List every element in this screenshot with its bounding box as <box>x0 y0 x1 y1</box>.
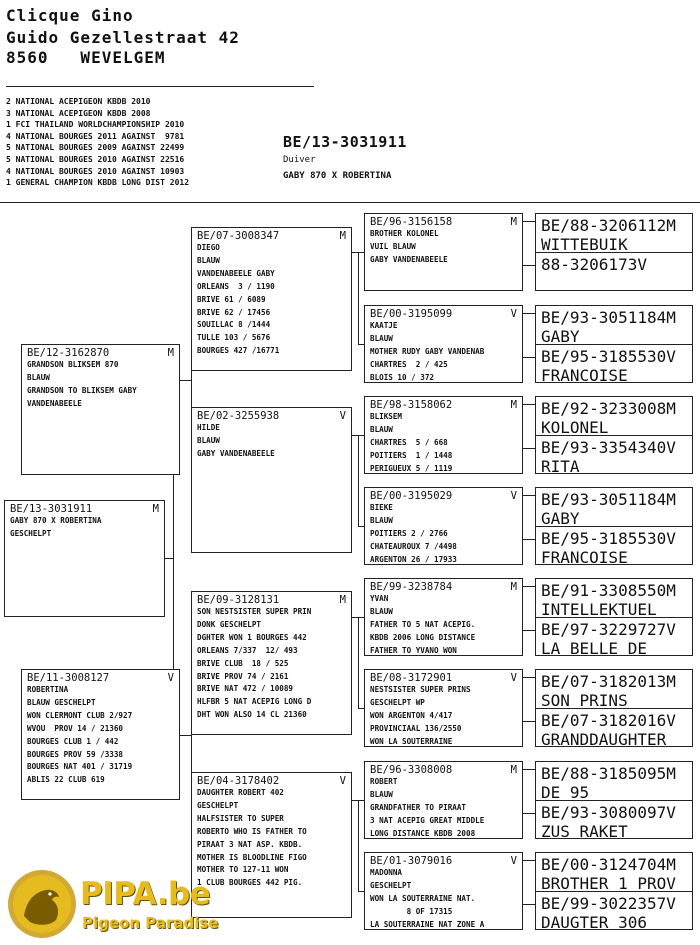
ring-number: BE/88-3185095 <box>541 764 667 783</box>
ring-number: BE/98-3158062 <box>370 399 453 411</box>
ring-number: 88-3206173 <box>541 255 638 274</box>
pigeon-info-line: LONG DISTANCE KBDB 2008 <box>370 828 476 838</box>
pigeon-info-line: GABY VANDENABEELE <box>370 254 448 264</box>
pigeon-info-line: BOURGES NAT 401 / 31719 <box>27 762 133 772</box>
connector-line <box>358 252 359 344</box>
connector-line <box>523 721 535 722</box>
pigeon-header <box>541 308 687 327</box>
sex-code: M <box>152 503 159 515</box>
pigeon-info-line: GABY <box>541 327 580 344</box>
pedigree-gg-dam <box>536 800 692 839</box>
pigeon-info-line: BRIVE PROV 74 / 2161 <box>197 671 289 681</box>
sex-code: M <box>510 764 517 776</box>
sex-code: M <box>666 581 676 600</box>
ring-number: BE/91-3308550 <box>541 581 667 600</box>
pigeon-header <box>541 490 687 509</box>
sex-code: M <box>666 399 676 418</box>
pigeon-info-line: WON ARGENTON 4/417 <box>370 710 453 720</box>
pedigree-gg-dam <box>536 526 692 565</box>
ring-number: BE/95-3185530 <box>541 529 667 548</box>
main-pigeon-parents: GABY 870 X ROBERTINA <box>283 171 392 181</box>
pedigree-sire-sire <box>191 227 352 371</box>
pigeon-info-line: YVAN <box>370 594 389 603</box>
pigeon-header <box>370 855 517 867</box>
connector-line <box>358 344 364 345</box>
pigeon-info-line: BOURGES CLUB 1 / 442 <box>27 736 119 746</box>
logo-brand: PIPA.be <box>80 876 211 912</box>
pigeon-header <box>541 581 687 600</box>
pigeon-info-line: SON NESTSISTER SUPER PRIN <box>197 607 312 616</box>
pigeon-info-line: MOTHER IS BLOODLINE FIGO <box>197 852 307 862</box>
connector-line <box>523 404 535 405</box>
pigeon-info-line: CHARTRES 5 / 668 <box>370 437 448 447</box>
pedigree-great-grandparent <box>364 213 523 291</box>
pigeon-info-line: PIRAAT 3 NAT ASP. KBDB. <box>197 839 303 849</box>
ring-number: BE/04-3178402 <box>197 775 280 787</box>
sex-code: M <box>339 594 346 606</box>
pedigree-gg-dam <box>536 344 692 383</box>
connector-line <box>523 630 535 631</box>
pigeon-info-line: LA SOUTERRAINE NAT ZONE A <box>370 919 485 929</box>
connector-line <box>180 735 191 736</box>
pedigree-great-grandparent <box>364 852 523 930</box>
main-pigeon-sex: Duiver <box>283 155 316 165</box>
ring-number: BE/07-3182016 <box>541 711 667 730</box>
pigeon-info-line: GRANDSON BLIKSEM 870 <box>27 360 119 369</box>
pigeon-header <box>541 672 687 691</box>
ring-number: BE/93-3354340 <box>541 438 667 457</box>
pedigree-dam <box>21 669 180 800</box>
pigeon-info-line: KBDB 2006 LONG DISTANCE <box>370 632 476 642</box>
owner-street: Guido Gezellestraat 42 <box>6 28 240 47</box>
pigeon-header <box>370 308 517 320</box>
sex-code: V <box>666 894 676 913</box>
ring-number: BE/95-3185530 <box>541 347 667 366</box>
pigeon-info-line: DAUGHTER ROBERT 402 <box>197 788 284 797</box>
pigeon-info-line: BLAUW <box>370 789 393 799</box>
sex-code: M <box>339 230 346 242</box>
pigeon-header <box>370 581 517 593</box>
connector-line <box>523 677 535 678</box>
pigeon-header <box>370 764 517 776</box>
pigeon-header <box>197 230 346 242</box>
sex-code: V <box>666 438 676 457</box>
pedigree-great-grandparent <box>364 487 523 565</box>
pigeon-info-line: BLAUW <box>197 435 220 445</box>
connector-line <box>523 357 535 358</box>
sex-code: M <box>666 308 676 327</box>
ring-number: BE/93-3080097 <box>541 803 667 822</box>
pigeon-info-line: KAATJE <box>370 321 398 330</box>
pigeon-info-line: HLFBR 5 NAT ACEPIG LONG D <box>197 697 312 707</box>
pigeon-info-line: DIEGO <box>197 243 220 252</box>
sex-code: M <box>666 764 676 783</box>
pigeon-info-line: GESCHELPT WP <box>370 697 425 707</box>
sex-code: V <box>339 775 346 787</box>
pedigree-great-grandparent <box>364 305 523 383</box>
pigeon-info-line: WON LA SOUTERRAINE <box>370 736 453 746</box>
pigeon-info-line: INTELLEKTUEL <box>541 600 657 617</box>
pigeon-header <box>27 347 174 359</box>
pigeon-info-line: GRANDSON TO BLIKSEM GABY <box>27 385 137 395</box>
pigeon-info-line: BLAUW GESCHELPT <box>27 697 96 707</box>
pigeon-info-line: BRIVE NAT 472 / 10089 <box>197 684 294 694</box>
connector-line <box>523 904 535 905</box>
connector-line <box>523 448 535 449</box>
pigeon-info-line: KOLONEL <box>541 418 609 435</box>
pigeon-info-line: PROVINCIAAL 136/2550 <box>370 723 462 733</box>
pigeon-info-line: BOURGES 427 /16771 <box>197 346 280 356</box>
ring-number: BE/01-3079016 <box>370 855 453 867</box>
pigeon-header <box>541 347 687 366</box>
pigeon-info-line: HALFSISTER TO SUPER <box>197 813 284 823</box>
pigeon-info-line: WVOU PROV 14 / 21360 <box>27 723 124 733</box>
connector-line <box>523 769 535 770</box>
connector-line <box>191 735 192 772</box>
sex-code: V <box>167 672 174 684</box>
connector-line <box>523 860 535 861</box>
ring-number: BE/93-3051184 <box>541 490 667 509</box>
sex-code: M <box>666 490 676 509</box>
pigeon-info-line: BROTHER KOLONEL <box>370 229 439 238</box>
ring-number: BE/09-3128131 <box>197 594 280 606</box>
pigeon-header <box>197 594 346 606</box>
connector-line <box>358 800 364 801</box>
pigeon-info-line: FRANCOISE <box>541 548 628 565</box>
sex-code: V <box>666 347 676 366</box>
sex-code: V <box>666 803 676 822</box>
pedigree-gg-dam <box>536 435 692 474</box>
pigeon-info-line: BLOIS 10 / 372 <box>370 372 435 382</box>
pigeon-info-line: LA BELLE DE <box>541 639 647 656</box>
pigeon-info-line: BRIVE 62 / 17456 <box>197 307 271 317</box>
achievement: 2 NATIONAL ACEPIGEON KBDB 2010 <box>6 97 151 106</box>
pigeon-header <box>370 490 517 502</box>
connector-line <box>523 586 535 587</box>
pigeon-info-line: POITIERS 2 / 2766 <box>370 528 448 538</box>
pigeon-header <box>370 672 517 684</box>
pigeon-info-line: POITIERS 1 / 1448 <box>370 450 453 460</box>
pedigree-gg-sire <box>536 579 692 617</box>
pigeon-header <box>541 764 687 783</box>
pigeon-header <box>541 855 687 874</box>
pigeon-info-line: GESCHELPT <box>10 528 52 538</box>
sex-code: M <box>510 399 517 411</box>
ring-number: BE/00-3195099 <box>370 308 453 320</box>
pedigree-gg-pair <box>535 487 693 565</box>
sex-code: M <box>167 347 174 359</box>
sex-code: M <box>666 855 676 874</box>
pedigree-gg-sire <box>536 397 692 435</box>
owner-city: 8560 WEVELGEM <box>6 48 166 67</box>
pigeon-header <box>541 894 687 913</box>
pedigree-gg-dam <box>536 708 692 747</box>
owner-name: Clicque Gino <box>6 6 134 25</box>
pigeon-info-line: VANDENABEELE GABY <box>197 268 275 278</box>
pigeon-info-line: ROBERT <box>370 777 398 786</box>
pigeon-header <box>541 529 687 548</box>
pigeon-info-line: WITTEBUIK <box>541 235 628 252</box>
pigeon-info-line: HILDE <box>197 423 220 432</box>
sex-code: V <box>510 855 517 867</box>
pigeon-info-line: BLAUW <box>370 333 393 343</box>
connector-line <box>180 380 191 381</box>
pigeon-info-line: FATHER TO YVANO WON <box>370 645 457 655</box>
connector-line <box>358 708 364 709</box>
connector-line <box>358 617 364 618</box>
pedigree-gg-sire <box>536 214 692 252</box>
pigeon-info-line: MOTHER TO 127-11 WON <box>197 865 289 875</box>
pedigree-gg-pair <box>535 213 693 291</box>
pigeon-header <box>541 255 687 274</box>
pigeon-header <box>27 672 174 684</box>
pedigree-gg-pair <box>535 396 693 474</box>
page-divider <box>0 202 700 203</box>
connector-line <box>173 475 174 669</box>
pigeon-info-line: 3 NAT ACEPIG GREAT MIDDLE <box>370 815 485 825</box>
pigeon-info-line: DE 95 <box>541 783 590 800</box>
pigeon-info-line: GRANDFATHER TO PIRAAT <box>370 802 467 812</box>
pigeon-info-line: VANDENABEELE <box>27 398 82 408</box>
ring-number: BE/07-3008347 <box>197 230 280 242</box>
pigeon-info-line: BIEKE <box>370 503 393 512</box>
pigeon-info-line: 1 CLUB BOURGES 442 PIG. <box>197 878 303 888</box>
connector-line <box>523 495 535 496</box>
sex-code: V <box>666 529 676 548</box>
ring-number: BE/92-3233008 <box>541 399 667 418</box>
achievement: 3 NATIONAL ACEPIGEON KBDB 2008 <box>6 108 151 118</box>
pedigree-great-grandparent <box>364 396 523 474</box>
pedigree-gg-sire <box>536 488 692 526</box>
pedigree-dam-dam <box>191 772 352 918</box>
pigeon-info-line: NESTSISTER SUPER PRINS <box>370 685 471 694</box>
pigeon-info-line: BLAUW <box>27 372 50 382</box>
pedigree-great-grandparent <box>364 578 523 656</box>
pigeon-info-line: BOURGES PROV 59 /3338 <box>27 749 124 759</box>
connector-line <box>165 558 173 559</box>
pigeon-info-line: ROBERTO WHO IS FATHER TO <box>197 826 307 836</box>
pedigree-great-grandparent <box>364 761 523 839</box>
pedigree-great-grandparent <box>364 669 523 747</box>
pedigree-sire <box>21 344 180 475</box>
sex-code: V <box>510 672 517 684</box>
pedigree-sire-dam <box>191 407 352 553</box>
connector-line <box>191 371 192 407</box>
pedigree-gg-pair <box>535 761 693 839</box>
ring-number: BE/00-3195029 <box>370 490 453 502</box>
connector-line <box>358 617 359 708</box>
ring-number: BE/93-3051184 <box>541 308 667 327</box>
connector-line <box>523 265 535 266</box>
achievements-list <box>6 96 189 189</box>
pigeon-header <box>541 803 687 822</box>
pigeon-info-line: GABY <box>541 509 580 526</box>
pigeon-info-line: SOUILLAC 8 /1444 <box>197 320 271 330</box>
sex-code: V <box>510 308 517 320</box>
connector-line <box>358 526 364 527</box>
main-pigeon-ring: BE/13-3031911 <box>283 133 407 151</box>
pigeon-info-line: ROBERTINA <box>27 685 69 694</box>
ring-number: BE/02-3255938 <box>197 410 280 422</box>
header-divider <box>6 86 314 87</box>
sex-code: M <box>510 581 517 593</box>
achievement: 5 NATIONAL BOURGES 2009 AGAINST 22499 <box>6 143 185 153</box>
pigeon-info-line: BLAUW <box>370 606 393 616</box>
pedigree-gg-pair <box>535 578 693 656</box>
pigeon-header <box>541 399 687 418</box>
ring-number: BE/97-3229727 <box>541 620 667 639</box>
pigeon-info-line: BLAUW <box>370 515 393 525</box>
pigeon-info-line: ARGENTON 26 / 17933 <box>370 554 457 564</box>
pigeon-info-line: BROTHER 1 PROV <box>541 874 676 891</box>
sex-code: M <box>666 216 676 235</box>
ring-number: BE/12-3162870 <box>27 347 110 359</box>
ring-number: BE/99-3238784 <box>370 581 453 593</box>
pigeon-info-line: DHT WON ALSO 14 CL 21360 <box>197 710 307 720</box>
connector-line <box>358 435 359 526</box>
pedigree-gg-pair <box>535 669 693 747</box>
sex-code: V <box>339 410 346 422</box>
pigeon-info-line: TULLE 103 / 5676 <box>197 333 271 343</box>
sex-code: V <box>637 255 647 274</box>
pedigree-gg-sire <box>536 762 692 800</box>
pigeon-info-line: BLIKSEM <box>370 412 403 421</box>
pigeon-info-line: FRANCOISE <box>541 366 628 383</box>
ring-number: BE/99-3022357 <box>541 894 667 913</box>
connector-line <box>358 252 364 253</box>
pedigree-gg-dam <box>536 891 692 930</box>
connector-line <box>523 813 535 814</box>
pigeon-header <box>370 216 517 228</box>
pedigree-dam-sire <box>191 591 352 735</box>
ring-number: BE/96-3308008 <box>370 764 453 776</box>
achievement: 4 NATIONAL BOURGES 2010 AGAINST 10903 <box>6 166 185 176</box>
pedigree-gg-pair <box>535 305 693 383</box>
achievement: 5 NATIONAL BOURGES 2010 AGAINST 22516 <box>6 154 185 164</box>
ring-number: BE/96-3156158 <box>370 216 453 228</box>
pigeon-info-line: PERIGUEUX 5 / 1119 <box>370 463 453 473</box>
pigeon-info-line: GABY 870 X ROBERTINA <box>10 516 102 525</box>
pigeon-info-line: DONK GESCHELPT <box>197 619 262 629</box>
pigeon-info-line: WON LA SOUTERRAINE NAT. <box>370 893 476 903</box>
sex-code: V <box>666 711 676 730</box>
pigeon-info-line: GRANDDAUGHTER <box>541 730 667 747</box>
ring-number: BE/07-3182013 <box>541 672 667 691</box>
connector-line <box>523 539 535 540</box>
ring-number: BE/88-3206112 <box>541 216 667 235</box>
pigeon-header <box>370 399 517 411</box>
pigeon-header <box>197 410 346 422</box>
connector-line <box>523 221 535 222</box>
pigeon-info-line: GABY VANDENABEELE <box>197 448 275 458</box>
pigeon-info-line: WON CLERMONT CLUB 2/927 <box>27 710 133 720</box>
pigeon-info-line: ZUS RAKET <box>541 822 628 839</box>
achievement: 1 GENERAL CHAMPION KBDB LONG DIST 2012 <box>6 178 190 188</box>
pedigree-gg-pair <box>535 852 693 930</box>
pigeon-header <box>541 711 687 730</box>
pigeon-info-line: BRIVE CLUB 18 / 525 <box>197 658 289 668</box>
pigeon-info-line: ABLIS 22 CLUB 619 <box>27 775 105 785</box>
ring-number: BE/13-3031911 <box>10 503 93 515</box>
pigeon-header <box>10 503 159 515</box>
sex-code: M <box>510 216 517 228</box>
pigeon-info-line: CHARTRES 2 / 425 <box>370 359 448 369</box>
ring-number: BE/11-3008127 <box>27 672 110 684</box>
pedigree-subject <box>4 500 165 617</box>
achievement: 4 NATIONAL BOURGES 2011 AGAINST 9781 <box>6 131 185 141</box>
pigeon-info-line: FATHER TO 5 NAT ACEPIG. <box>370 619 476 629</box>
ring-number: BE/08-3172901 <box>370 672 453 684</box>
pigeon-header <box>541 620 687 639</box>
pedigree-gg-sire <box>536 853 692 891</box>
sex-code: V <box>510 490 517 502</box>
pigeon-info-line: GESCHELPT <box>197 800 239 810</box>
pigeon-info-line: BLAUW <box>370 424 393 434</box>
pigeon-header <box>541 438 687 457</box>
pigeon-info-line: 8 OF 17315 <box>370 906 453 916</box>
connector-line <box>358 435 364 436</box>
pigeon-info-line: SON PRINS <box>541 691 628 708</box>
pigeon-info-line: BRIVE 61 / 6089 <box>197 294 266 304</box>
pigeon-info-line: MADONNA <box>370 868 403 877</box>
connector-line <box>358 800 359 891</box>
sex-code: M <box>666 672 676 691</box>
pigeon-info-line: ORLEANS 7/337 12/ 493 <box>197 645 298 655</box>
pedigree-gg-dam <box>536 252 692 291</box>
pigeon-info-line: ORLEANS 3 / 1190 <box>197 281 275 291</box>
pigeon-info-line: RITA <box>541 457 580 474</box>
pigeon-info-line: DAUGTER 306 <box>541 913 647 930</box>
achievement: 1 FCI THAILAND WORLDCHAMPIONSHIP 2010 <box>6 120 185 130</box>
pigeon-info-line: BLAUW <box>197 255 220 265</box>
pigeon-header <box>541 216 687 235</box>
connector-line <box>523 313 535 314</box>
logo-tagline: Pigeon Paradise <box>82 914 219 932</box>
pigeon-info-line: CHATEAUROUX 7 /4498 <box>370 541 457 551</box>
sex-code: V <box>666 620 676 639</box>
pedigree-gg-sire <box>536 670 692 708</box>
ring-number: BE/00-3124704 <box>541 855 667 874</box>
pigeon-info-line: VUIL BLAUW <box>370 241 416 251</box>
pedigree-gg-dam <box>536 617 692 656</box>
pigeon-info-line: MOTHER RUDY GABY VANDENAB <box>370 346 485 356</box>
pigeon-header <box>197 775 346 787</box>
pigeon-info-line: GESCHELPT <box>370 880 412 890</box>
pedigree-gg-sire <box>536 306 692 344</box>
connector-line <box>358 891 364 892</box>
pigeon-info-line: DGHTER WON 1 BOURGES 442 <box>197 632 307 642</box>
